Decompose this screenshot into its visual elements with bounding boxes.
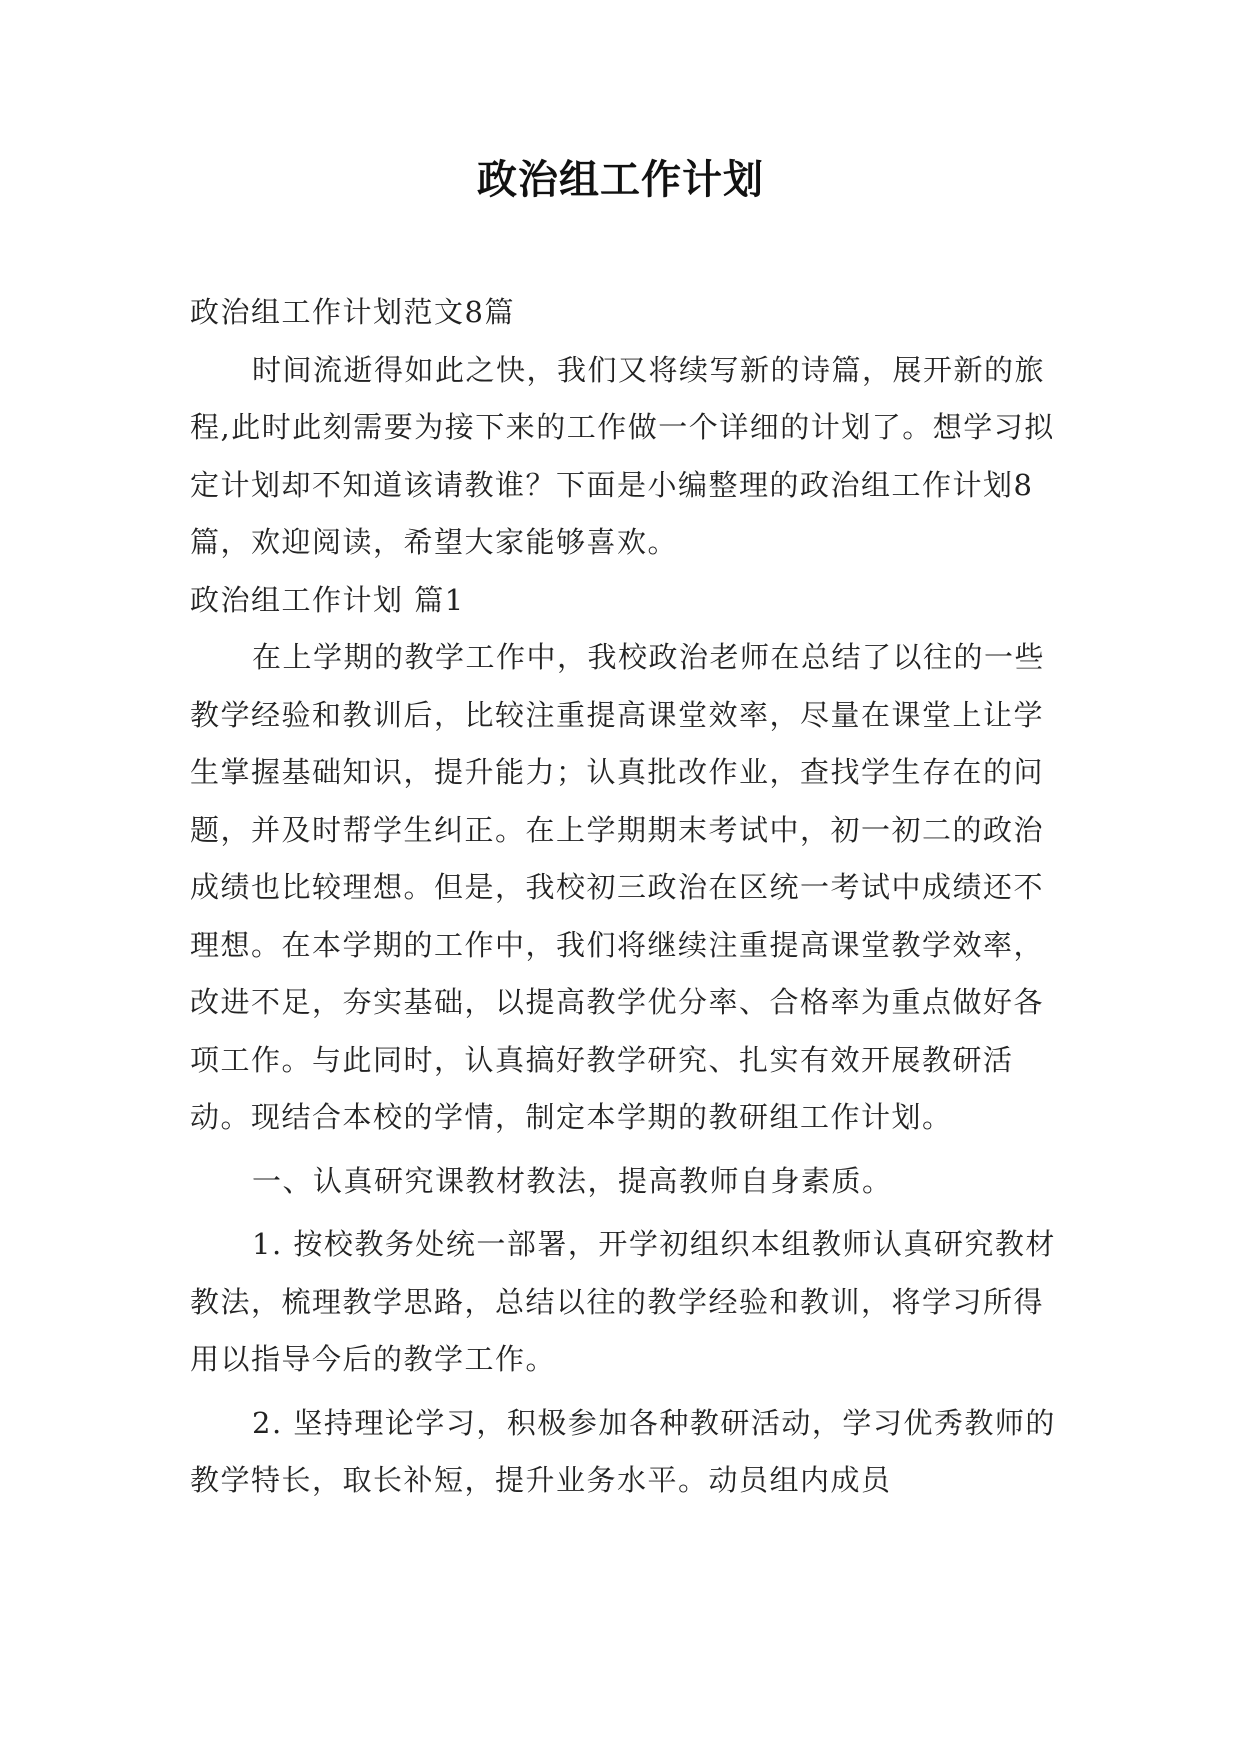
body-paragraph: 在上学期的教学工作中，我校政治老师在总结了以往的一些教学经验和教训后，比较注重提高课堂效率，尽量在课堂上让学生掌握基础知识，提升能力；认真批改作业，查找学生存在的问题，并及时帮学生纠正。在上学期期末考试中，初一初二的政治成绩也比较理想。但是，我校初三政治在区统一考试中成绩还不理想。在本学期的工作中，我们将继续注重提高课堂教学效率，改进不足，夯实基础，以提高教学优分率、合格率为重点做好各项工作。与此同时，认真搞好教学研究、扎实有效开展教研活动。现结合本校的学情，制定本学期的教研组工作计划。 (190, 640, 1046, 1134)
intro-paragraph: 时间流逝得如此之快，我们又将续写新的诗篇，展开新的旅程,此时此刻需要为接下来的工作做一个详细的计划了。想学习拟定计划却不知道该请教谁？下面是小编整理的政治组工作计划8篇，欢迎阅读，希望大家能够喜欢。 (190, 352, 1055, 559)
list-item-1: 1. 按校教务处统一部署，开学初组织本组教师认真研究教材教法，梳理教学思路，总结以往的教学经验和教训，将学习所得用以指导今后的教学工作。 (190, 1227, 1056, 1376)
document-title: 政治组工作计划 (477, 157, 764, 203)
document-body (190, 284, 1060, 1510)
list-item-2: 2. 坚持理论学习，积极参加各种教研活动，学习优秀教师的教学特长，取长补短，提升业务水平。动员组内成员 (190, 1405, 1056, 1497)
document-subtitle: 政治组工作计划范文8篇 (190, 295, 515, 329)
point-heading: 一、认真研究课教材教法，提高教师自身素质。 (252, 1163, 893, 1198)
section-heading: 政治组工作计划 篇1 (190, 582, 465, 617)
